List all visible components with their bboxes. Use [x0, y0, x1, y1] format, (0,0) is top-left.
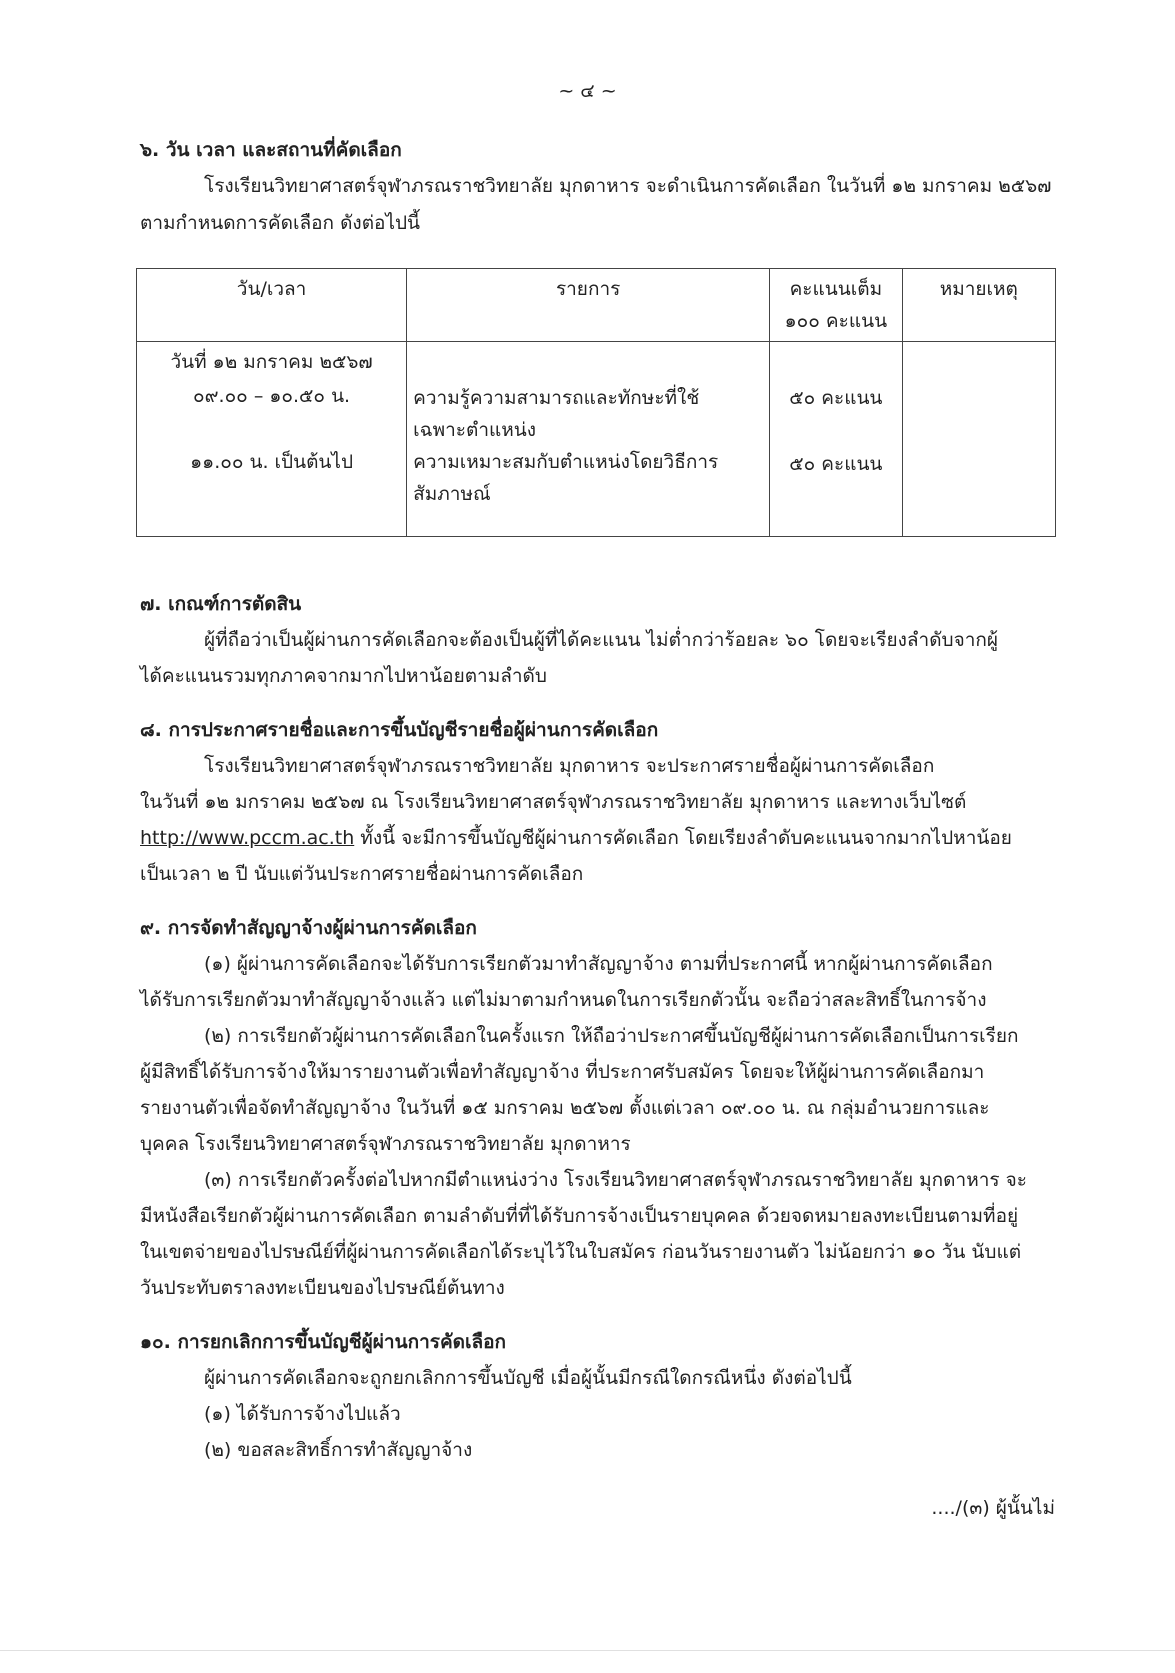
- score-2: ๕๐ คะแนน: [789, 453, 883, 475]
- item-cell: [407, 342, 770, 537]
- section-9-item-1-line-2: ได้รับการเรียกตัวมาทำสัญญาจ้างแล้ว แต่ไม่มาตามกำหนดในการเรียกตัวนั้น จะถือว่าสละสิทธิ์ในการจ้าง: [140, 989, 987, 1011]
- page-bottom-edge: [0, 1650, 1175, 1651]
- header-note: หมายเหตุ: [902, 269, 1055, 342]
- table-header-row: [137, 269, 1056, 342]
- section-9-item-3-line-2: มีหนังสือเรียกตัวผู้ผ่านการคัดเลือก ตามลำดับที่ที่ได้รับการจ้างเป็นรายบุคคล ด้วยจดหมายลงทะเบียนตามที่อยู่: [140, 1205, 1019, 1227]
- section-7-heading: ๗. เกณฑ์การตัดสิน: [140, 593, 302, 615]
- header-full-score: คะแนนเต็ม ๑๐๐ คะแนน: [770, 269, 902, 342]
- section-7-paragraph-line-1: ผู้ที่ถือว่าเป็นผู้ผ่านการคัดเลือกจะต้องเป็นผู้ที่ได้คะแนน ไม่ต่ำกว่าร้อยละ ๖๐ โดยจะเรียงลำดับจากผู้: [204, 629, 999, 651]
- item-1-line-1: ความรู้ความสามารถและทักษะที่ใช้: [413, 387, 700, 409]
- schedule-table: [136, 268, 1056, 537]
- section-6-heading: ๖. วัน เวลา และสถานที่คัดเลือก: [140, 139, 402, 161]
- header-item: รายการ: [407, 269, 770, 342]
- section-10-item-1: (๑) ได้รับการจ้างไปแล้ว: [204, 1403, 401, 1425]
- item-1-line-2: เฉพาะตำแหน่ง: [413, 419, 537, 441]
- schedule-date: วันที่ ๑๒ มกราคม ๒๕๖๗: [170, 351, 373, 373]
- section-8-paragraph-line-4: เป็นเวลา ๒ ปี นับแต่วันประกาศรายชื่อผ่านการคัดเลือก: [140, 863, 584, 885]
- note-cell: [902, 342, 1055, 537]
- section-8-heading: ๘. การประกาศรายชื่อและการขึ้นบัญชีรายชื่อผู้ผ่านการคัดเลือก: [140, 719, 659, 741]
- section-9-item-2-line-3: รายงานตัวเพื่อจัดทำสัญญาจ้าง ในวันที่ ๑๕ มกราคม ๒๕๖๗ ตั้งแต่เวลา ๐๙.๐๐ น. ณ กลุ่มอำนวยการและ: [140, 1097, 990, 1119]
- date-time-cell: [137, 342, 407, 537]
- section-9-heading: ๙. การจัดทำสัญญาจ้างผู้ผ่านการคัดเลือก: [140, 917, 477, 939]
- section-10-paragraph: ผู้ผ่านการคัดเลือกจะถูกยกเลิกการขึ้นบัญชี เมื่อผู้นั้นมีกรณีใดกรณีหนึ่ง ดังต่อไปนี้: [204, 1367, 852, 1389]
- section-10-item-2: (๒) ขอสละสิทธิ์การทำสัญญาจ้าง: [204, 1439, 473, 1461]
- section-10-heading: ๑๐. การยกเลิกการขึ้นบัญชีผู้ผ่านการคัดเลือก: [140, 1331, 507, 1353]
- website-link[interactable]: http://www.pccm.ac.th: [140, 827, 355, 849]
- section-8-paragraph-line-3: http://www.pccm.ac.th ทั้งนี้ จะมีการขึ้นบัญชีผู้ผ่านการคัดเลือก โดยเรียงลำดับคะแนนจากมากไปหาน้อย: [140, 827, 1012, 849]
- section-6-paragraph-line-1: โรงเรียนวิทยาศาสตร์จุฬาภรณราชวิทยาลัย มุกดาหาร จะดำเนินการคัดเลือก ในวันที่ ๑๒ มกราคม ๒๕๖๗: [204, 175, 1052, 197]
- section-7-paragraph-line-2: ได้คะแนนรวมทุกภาคจากมากไปหาน้อยตามลำดับ: [140, 665, 547, 687]
- header-date: วัน/เวลา: [137, 269, 407, 342]
- item-2-line-2: สัมภาษณ์: [413, 483, 491, 505]
- page-number: ~ ๔ ~: [558, 80, 617, 102]
- section-9-item-3-line-4: วันประทับตราลงทะเบียนของไปรษณีย์ต้นทาง: [140, 1277, 505, 1299]
- section-9-item-2-line-2: ผู้มีสิทธิ์ได้รับการจ้างให้มารายงานตัวเพื่อทำสัญญาจ้าง ที่ประกาศรับสมัคร โดยจะให้ผู้ผ่านการคัดเลือกมา: [140, 1061, 985, 1083]
- section-9-item-3-line-1: (๓) การเรียกตัวครั้งต่อไปหากมีตำแหน่งว่าง โรงเรียนวิทยาศาสตร์จุฬาภรณราชวิทยาลัย มุกดาหาร จะ: [204, 1169, 1027, 1191]
- score-1: ๕๐ คะแนน: [789, 387, 883, 409]
- score-cell: [770, 342, 902, 537]
- section-8-paragraph-line-2: ในวันที่ ๑๒ มกราคม ๒๕๖๗ ณ โรงเรียนวิทยาศาสตร์จุฬาภรณราชวิทยาลัย มุกดาหาร และทางเว็บไซต์: [140, 791, 967, 813]
- time-slot-1: ๐๙.๐๐ – ๑๐.๕๐ น.: [193, 385, 351, 407]
- continuation-note: ..../(๓) ผู้นั้นไม่: [931, 1497, 1055, 1519]
- section-8-paragraph-line-1: โรงเรียนวิทยาศาสตร์จุฬาภรณราชวิทยาลัย มุกดาหาร จะประกาศรายชื่อผู้ผ่านการคัดเลือก: [204, 755, 935, 777]
- section-9-item-1-line-1: (๑) ผู้ผ่านการคัดเลือกจะได้รับการเรียกตัวมาทำสัญญาจ้าง ตามที่ประกาศนี้ หากผู้ผ่านการคัดเลือก: [204, 953, 993, 975]
- table-row: [137, 342, 1056, 537]
- section-9-item-2-line-4: บุคคล โรงเรียนวิทยาศาสตร์จุฬาภรณราชวิทยาลัย มุกดาหาร: [140, 1133, 631, 1155]
- item-2-line-1: ความเหมาะสมกับตำแหน่งโดยวิธีการ: [413, 451, 719, 473]
- section-6-paragraph-line-2: ตามกำหนดการคัดเลือก ดังต่อไปนี้: [140, 212, 421, 234]
- section-9-item-2-line-1: (๒) การเรียกตัวผู้ผ่านการคัดเลือกในครั้งแรก ให้ถือว่าประกาศขึ้นบัญชีผู้ผ่านการคัดเลือกเป็นการเรียก: [204, 1025, 1019, 1047]
- time-slot-2: ๑๑.๐๐ น. เป็นต้นไป: [190, 451, 354, 473]
- section-9-item-3-line-3: ในเขตจ่ายของไปรษณีย์ที่ผู้ผ่านการคัดเลือกได้ระบุไว้ในใบสมัคร ก่อนวันรายงานตัว ไม่น้อยกว่า ๑๐ วัน นับแต่: [140, 1241, 1022, 1263]
